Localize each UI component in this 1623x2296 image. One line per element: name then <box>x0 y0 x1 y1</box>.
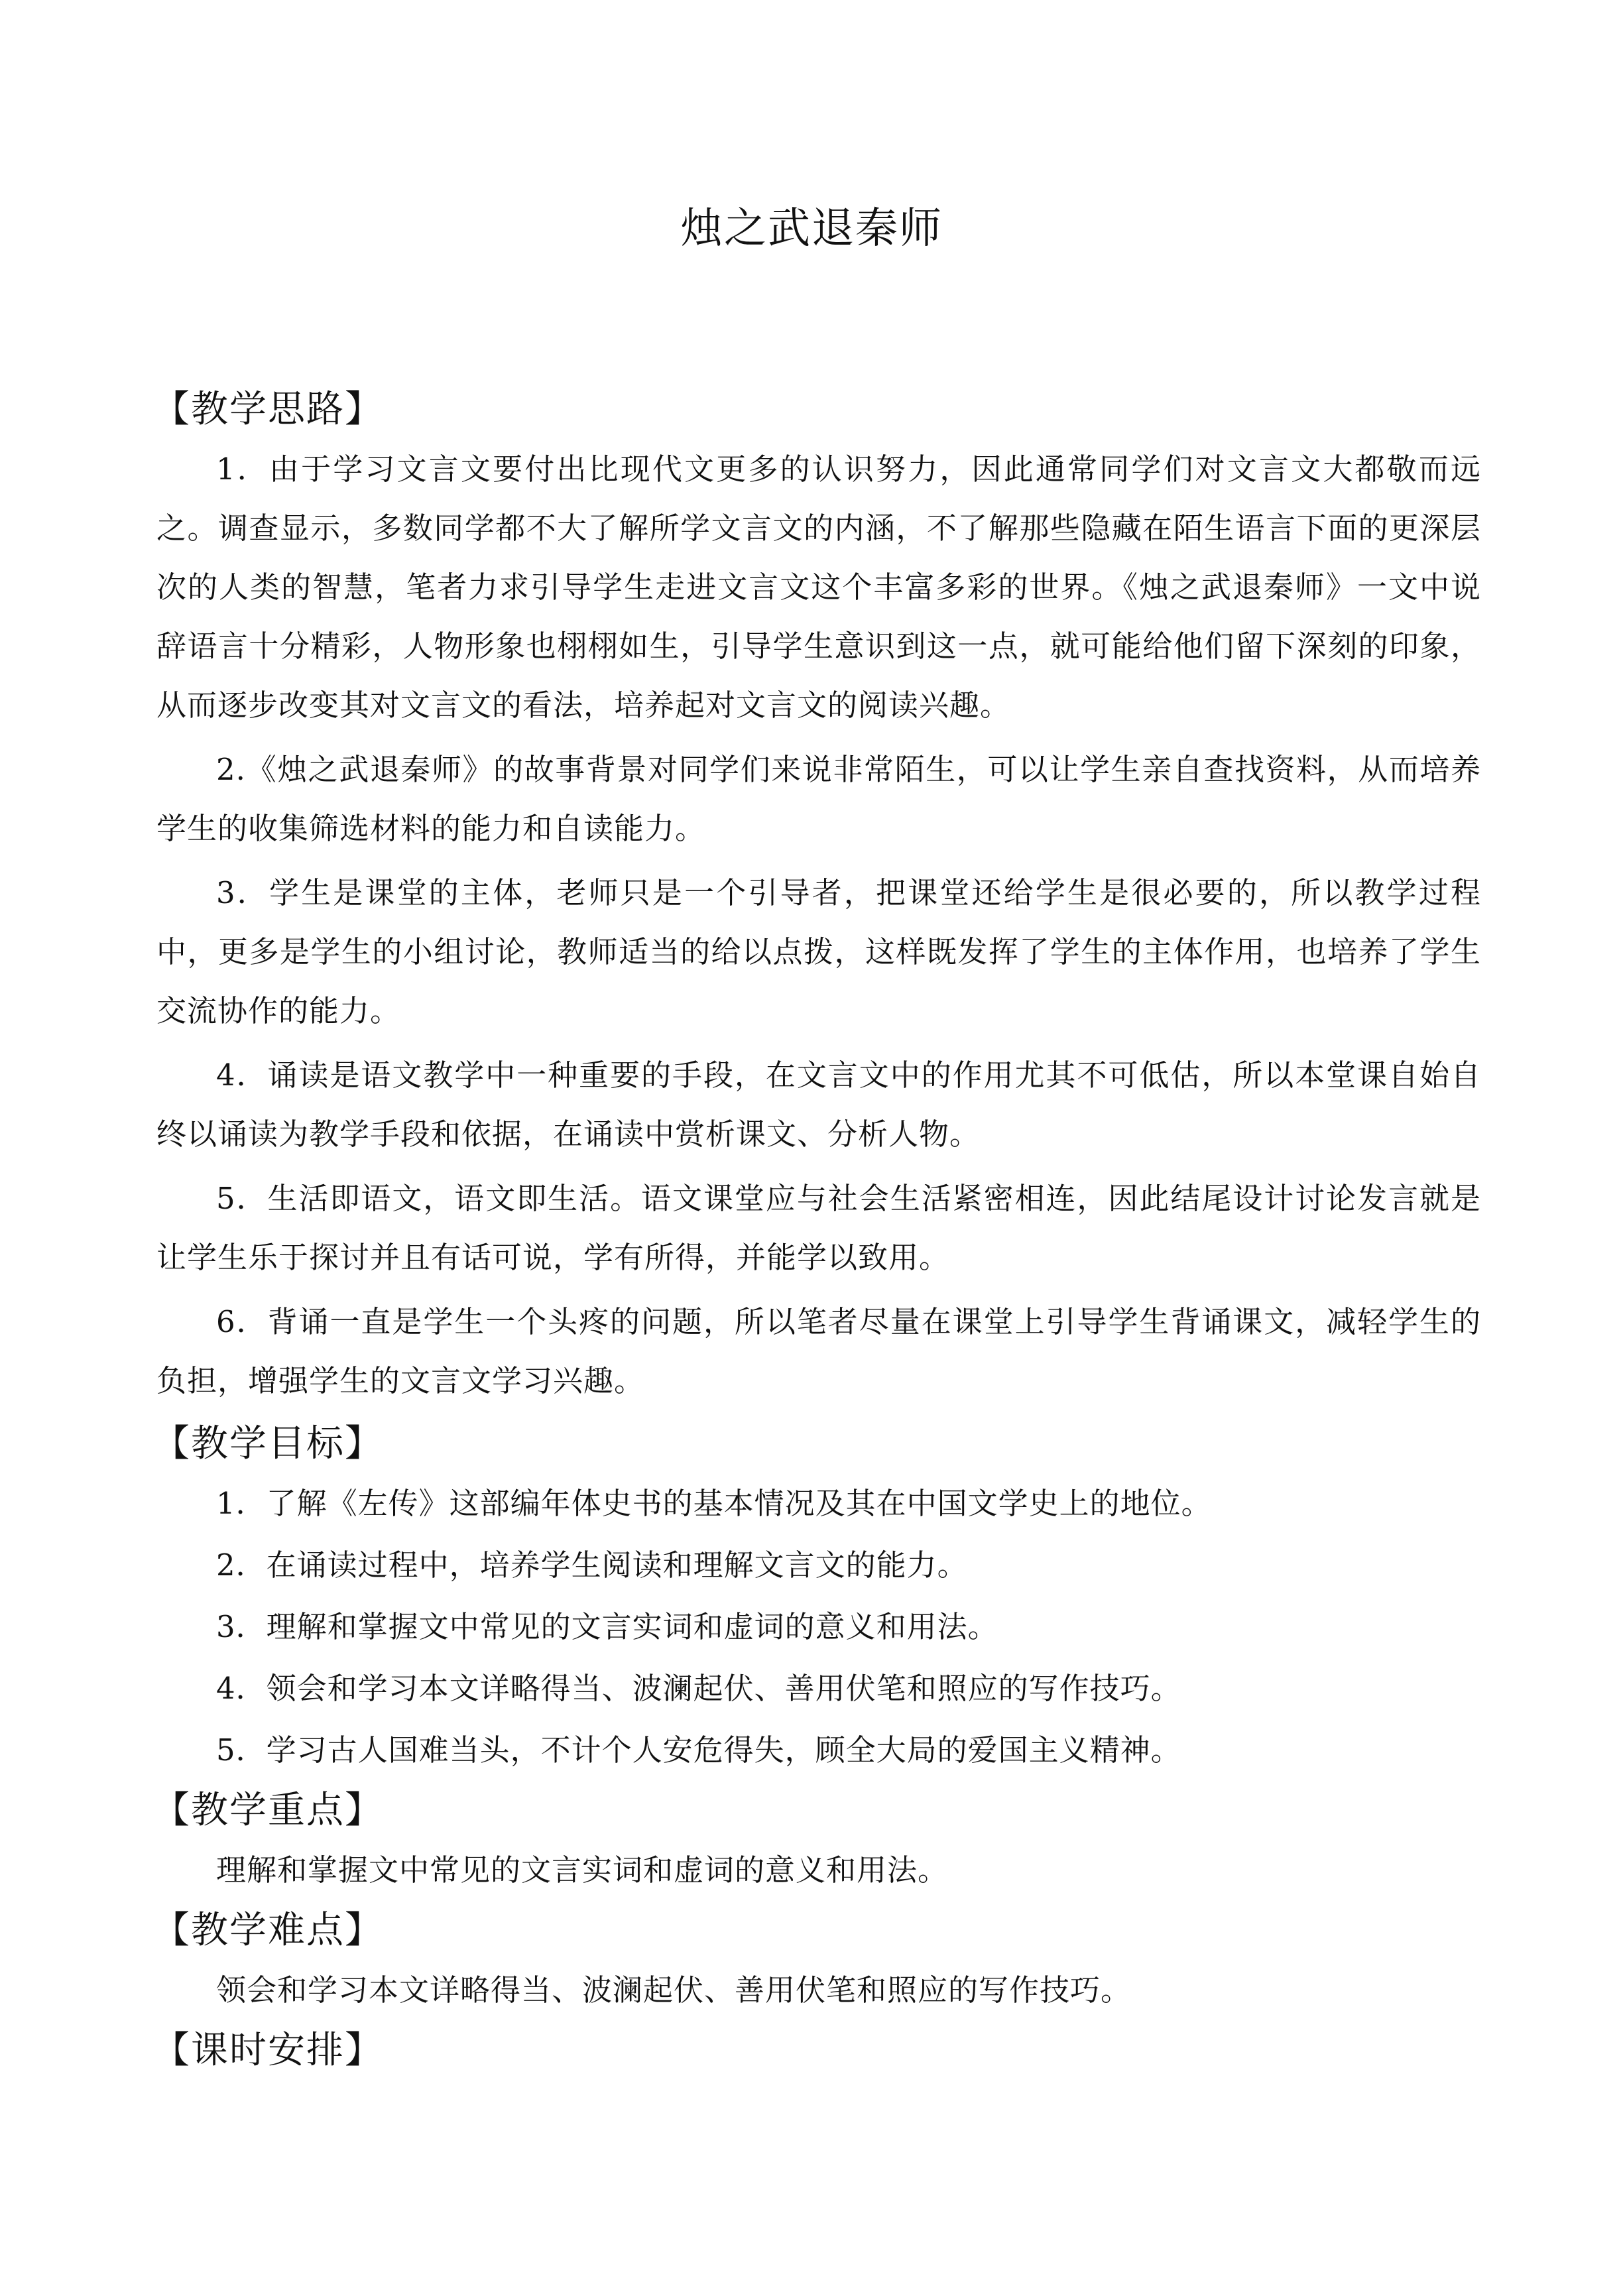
section-heading-schedule: 【课时安排】 <box>152 2029 383 2072</box>
goal-item-3: 3．理解和掌握文中常见的文言实词和虚词的意义和用法。 <box>216 1609 998 1644</box>
thinking-item-4: 4．诵读是语文教学中一种重要的手段，在文言文中的作用尤其不可低估，所以本堂课自始自终以诵读为教学手段和依据，在诵读中赏析课文、分析人物。 <box>156 1057 1481 1152</box>
goal-item-4: 4．领会和学习本文详略得当、波澜起伏、善用伏笔和照应的写作技巧。 <box>216 1671 1181 1706</box>
goal-item-2: 2．在诵读过程中，培养学生阅读和理解文言文的能力。 <box>216 1547 968 1583</box>
section-heading-difficulties: 【教学难点】 <box>152 1909 383 1952</box>
section-heading-teaching-goals: 【教学目标】 <box>152 1422 383 1465</box>
thinking-item-6: 6．背诵一直是学生一个头疼的问题，所以笔者尽量在课堂上引导学生背诵课文，减轻学生的负担，增强学生的文言文学习兴趣。 <box>156 1304 1481 1398</box>
section-heading-teaching-thinking: 【教学思路】 <box>152 388 383 431</box>
thinking-item-2: 2.《烛之武退秦师》的故事背景对同学们来说非常陌生，可以让学生亲自查找资料，从而培养学生的收集筛选材料的能力和自读能力。 <box>156 752 1481 846</box>
thinking-item-3: 3．学生是课堂的主体，老师只是一个引导者，把课堂还给学生是很必要的，所以教学过程中，更多是学生的小组讨论，教师适当的给以点拨，这样既发挥了学生的主体作用，也培养了学生交流协作的能力。 <box>156 875 1481 1028</box>
thinking-item-1: 1．由于学习文言文要付出比现代文更多的认识努力，因此通常同学们对文言文大都敬而远之。调查显示，多数同学都不大了解所学文言文的内涵，不了解那些隐藏在陌生语言下面的更深层次的人类的智慧，笔者力求引导学生走进文言文这个丰富多彩的世界。《烛之武退秦师》一文中说辞语言十分精彩，人物形象也栩栩如生，引导学生意识到这一点，就可能给他们留下深刻的印象，从而逐步改变其对文言文的看法，培养起对文言文的阅读兴趣。 <box>156 452 1481 723</box>
difficulties-text: 领会和学习本文详略得当、波澜起伏、善用伏笔和照应的写作技巧。 <box>216 1972 1132 2008</box>
document-title: 烛之武退秦师 <box>680 204 943 253</box>
document-body <box>152 381 1481 2081</box>
goal-item-5: 5．学习古人国难当头，不计个人安危得失，顾全大局的爱国主义精神。 <box>216 1732 1181 1768</box>
goal-item-1: 1．了解《左传》这部编年体史书的基本情况及其在中国文学史上的地位。 <box>216 1486 1212 1521</box>
thinking-item-5: 5．生活即语文，语文即生活。语文课堂应与社会生活紧密相连，因此结尾设计讨论发言就是让学生乐于探讨并且有话可说，学有所得，并能学以致用。 <box>156 1181 1481 1275</box>
key-points-text: 理解和掌握文中常见的文言实词和虚词的意义和用法。 <box>216 1852 949 1888</box>
section-heading-key-points: 【教学重点】 <box>152 1789 383 1832</box>
